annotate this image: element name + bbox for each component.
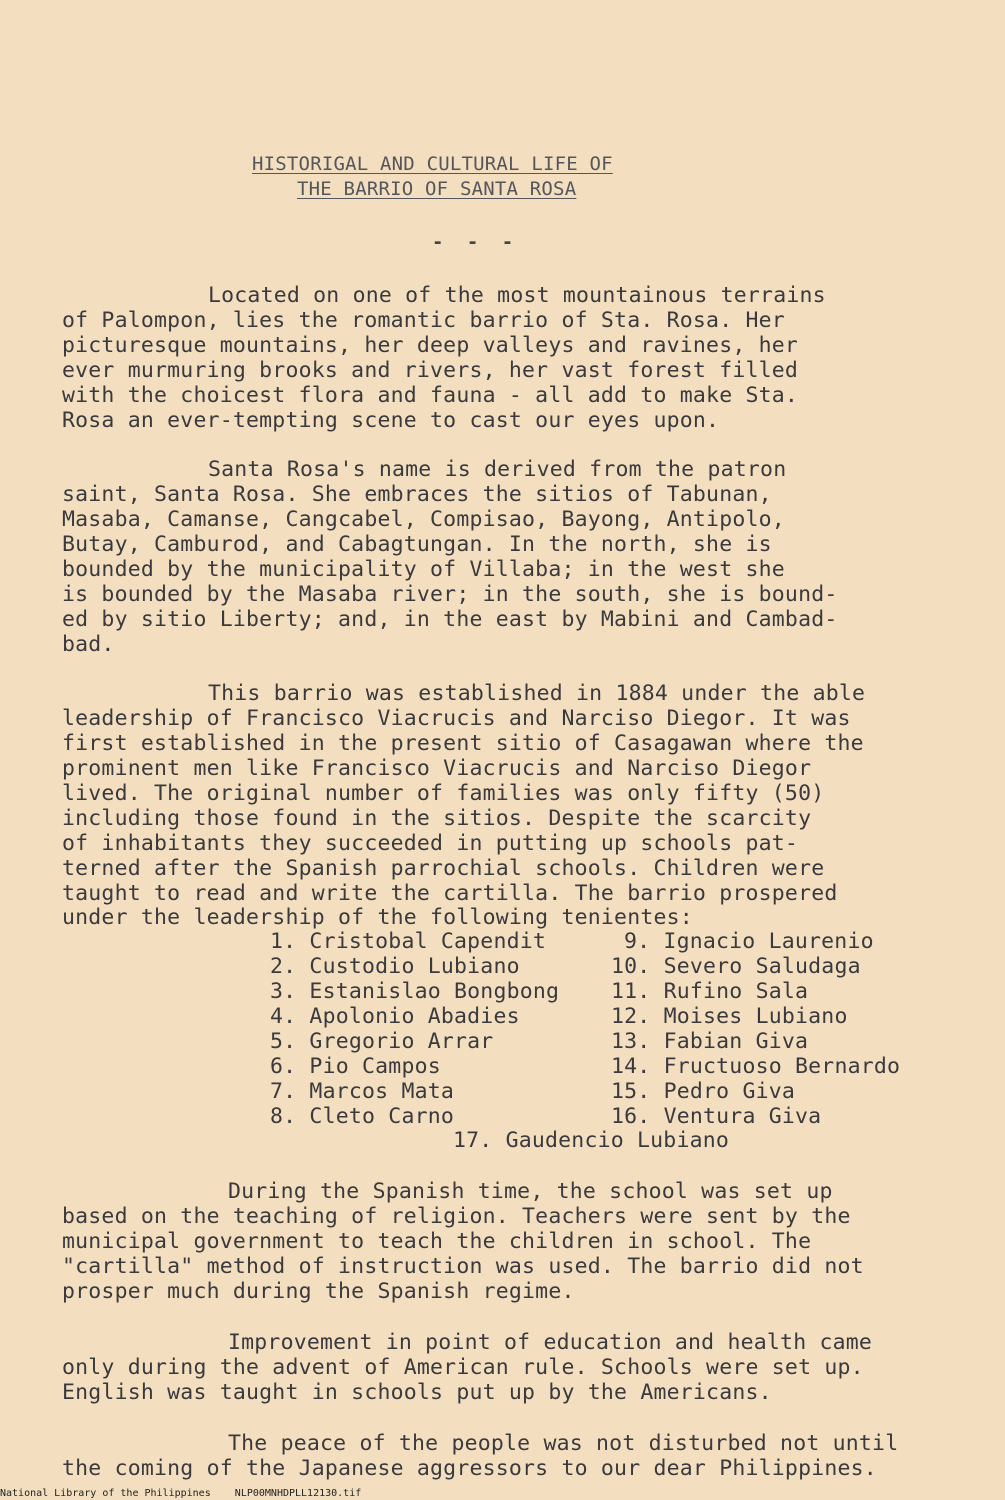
teniente-item: 2. Custodio Lubiano <box>270 954 520 979</box>
para4-line: prosper much during the Spanish regime. <box>62 1279 575 1304</box>
para2-line: Santa Rosa's name is derived from the patron <box>208 457 787 482</box>
para5-line: English was taught in schools put up by the Americans. <box>62 1380 772 1405</box>
para2-line: Masaba, Camanse, Cangcabel, Compisao, Bayong, Antipolo, <box>62 507 785 532</box>
para2-line: bad. <box>62 632 115 657</box>
teniente-item: 1. Cristobal Capendit <box>270 929 547 954</box>
teniente-item: 14. Fructuoso Bernardo <box>611 1054 901 1079</box>
teniente-item: 17. Gaudencio Lubiano <box>453 1128 730 1153</box>
teniente-item: 3. Estanislao Bongbong <box>270 979 560 1004</box>
teniente-item: 11. Rufino Sala <box>611 979 809 1004</box>
para1-line: picturesque mountains, her deep valleys and ravines, her <box>62 333 799 358</box>
para1-line: with the choicest flora and fauna - all add to make Sta. <box>62 383 799 408</box>
para6-line: The peace of the people was not disturbed not until <box>228 1431 899 1456</box>
para1-line: ever murmuring brooks and rivers, her vast forest filled <box>62 358 799 383</box>
para3-line: lived. The original number of families was only fifty (50) <box>62 781 825 806</box>
para3-line: of inhabitants they succeeded in putting up schools pat- <box>62 831 799 856</box>
para3-line: first established in the present sitio of Casagawan where the <box>62 731 864 756</box>
section-separator: - - - <box>432 231 520 253</box>
teniente-item: 4. Apolonio Abadies <box>270 1004 520 1029</box>
para1-line: Located on one of the most mountainous terrains <box>208 283 826 308</box>
para3-line: This barrio was established in 1884 under the able <box>208 681 866 706</box>
para2-line: is bounded by the Masaba river; in the south, she is bound- <box>62 582 838 607</box>
para1-line: Rosa an ever-tempting scene to cast our eyes upon. <box>62 408 720 433</box>
teniente-item: 7. Marcos Mata <box>270 1079 455 1104</box>
para3-line: prominent men like Francisco Viacrucis and Narciso Diegor <box>62 756 812 781</box>
para2-line: Butay, Camburod, and Cabagtungan. In the north, she is <box>62 532 772 557</box>
para3-line: leadership of Francisco Viacrucis and Narciso Diegor. It was <box>62 706 851 731</box>
title-line-2: THE BARRIO OF SANTA ROSA <box>297 178 577 200</box>
para4-line: based on the teaching of religion. Teachers were sent by the <box>62 1204 851 1229</box>
title-line-1: HISTORIGAL AND CULTURAL LIFE OF <box>252 153 613 175</box>
para2-line: saint, Santa Rosa. She embraces the sitios of Tabunan, <box>62 482 772 507</box>
para5-line: only during the advent of American rule. Schools were set up. <box>62 1355 864 1380</box>
teniente-item: 5. Gregorio Arrar <box>270 1029 494 1054</box>
teniente-item: 12. Moises Lubiano <box>611 1004 848 1029</box>
teniente-item: 6. Pio Campos <box>270 1054 441 1079</box>
teniente-item: 9. Ignacio Laurenio <box>624 929 874 954</box>
para2-line: ed by sitio Liberty; and, in the east by Mabini and Cambad- <box>62 607 838 632</box>
para1-line: of Palompon, lies the romantic barrio of Sta. Rosa. Her <box>62 308 785 333</box>
para4-line: "cartilla" method of instruction was used. The barrio did not <box>62 1254 864 1279</box>
para2-line: bounded by the municipality of Villaba; in the west she <box>62 557 785 582</box>
teniente-item: 13. Fabian Giva <box>611 1029 809 1054</box>
teniente-item: 16. Ventura Giva <box>611 1104 822 1129</box>
teniente-item: 10. Severo Saludaga <box>611 954 861 979</box>
teniente-item: 8. Cleto Carno <box>270 1104 455 1129</box>
archive-footer: National Library of the Philippines NLP00MNHDPLL12130.tif <box>0 1488 362 1499</box>
para3-line: taught to read and write the cartilla. The barrio prospered <box>62 881 838 906</box>
para6-line: the coming of the Japanese aggressors to our dear Philippines. <box>62 1456 877 1481</box>
para4-line: municipal government to teach the children in school. The <box>62 1229 812 1254</box>
para4-line: During the Spanish time, the school was set up <box>228 1179 833 1204</box>
para5-line: Improvement in point of education and health came <box>228 1330 873 1355</box>
teniente-item: 15. Pedro Giva <box>611 1079 796 1104</box>
para3-line: including those found in the sitios. Despite the scarcity <box>62 806 812 831</box>
para3-line: terned after the Spanish parrochial schools. Children were <box>62 856 825 881</box>
para3-line: under the leadership of the following tenientes: <box>62 905 693 930</box>
